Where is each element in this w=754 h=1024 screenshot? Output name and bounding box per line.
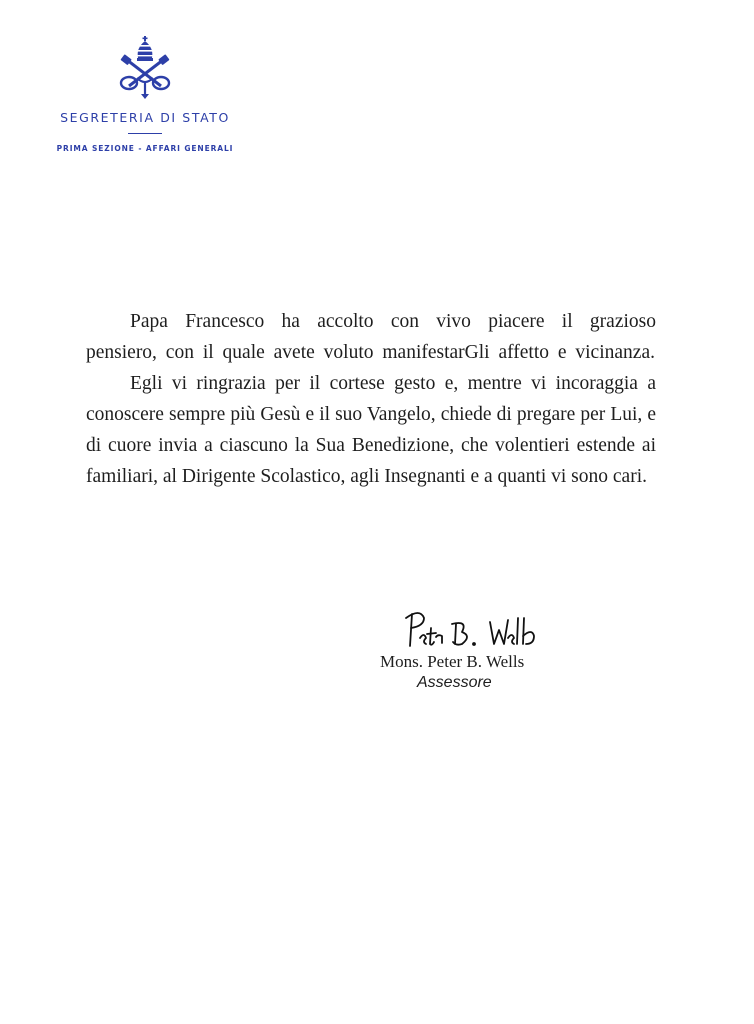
signer-title: Assessore xyxy=(417,674,492,691)
office-name: SEGRETERIA DI STATO xyxy=(60,110,230,125)
letter-body xyxy=(86,306,656,492)
handwritten-signature xyxy=(398,606,548,652)
letter-paragraph: Papa Francesco ha accolto con vivo piacere il grazioso pensiero, con il quale avete voluto manifestarGli affetto e vicinanza. xyxy=(86,311,656,363)
signature-block xyxy=(380,606,580,694)
section-name: PRIMA SEZIONE - AFFARI GENERALI xyxy=(56,144,234,153)
signer-name: Mons. Peter B. Wells xyxy=(380,652,525,671)
letterhead xyxy=(40,36,250,153)
letterhead-divider xyxy=(128,133,162,134)
letter-paragraph: Egli vi ringrazia per il cortese gesto e, mentre vi incoraggia a conoscere sempre più Gesù e il suo Vangelo, chiede di pregare per Lui, e di cuore invia a ciascuno la Sua Benedizione, che volentieri estende ai familiari, al Dirigente Scolastico, agli Insegnanti e a quanti vi sono cari. xyxy=(86,373,656,487)
papal-emblem-icon xyxy=(119,36,171,100)
